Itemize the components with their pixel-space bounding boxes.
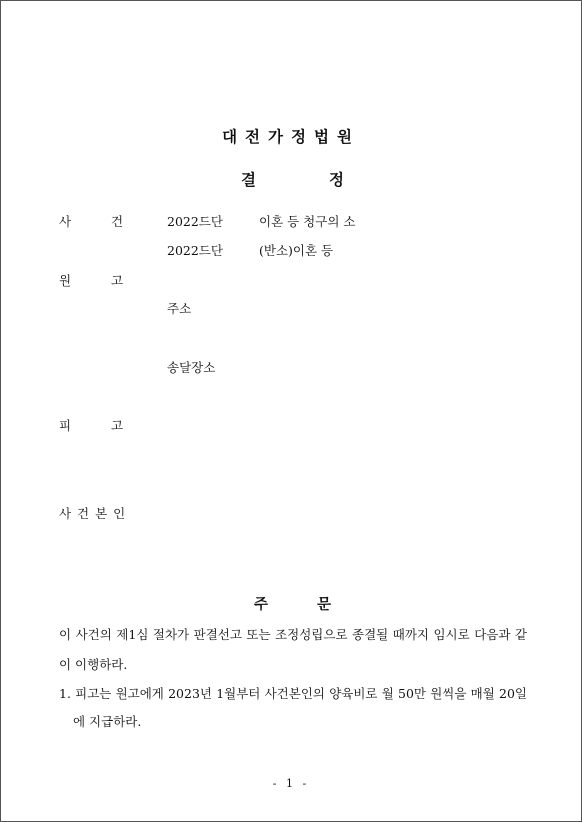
- case-label-1: 사: [59, 214, 72, 229]
- case-number: 2022드단: [167, 214, 223, 229]
- plaintiff-address-label: 주소: [167, 301, 192, 316]
- case-label-2: 건: [111, 214, 124, 229]
- order-item-1-line-1: 1. 피고는 원고에게 2023년 1월부터 사건본인의 양육비로 월 50만 원씩을 매월 20일: [59, 686, 527, 701]
- plaintiff-label-2: 고: [111, 273, 124, 288]
- counterclaim-number: 2022드단: [167, 243, 223, 258]
- document-title-left: 결: [241, 171, 256, 189]
- order-heading-left: 주: [254, 597, 269, 613]
- principal-label: 사 건 본 인: [59, 506, 127, 521]
- document-title-right: 정: [329, 171, 344, 189]
- page-number: - 1 -: [272, 777, 310, 790]
- order-intro-line-2: 이 이행하라.: [59, 657, 128, 672]
- order-heading-right: 문: [317, 597, 332, 613]
- defendant-label-2: 고: [111, 418, 124, 433]
- plaintiff-label-1: 원: [59, 273, 72, 288]
- counterclaim-title: (반소)이혼 등: [259, 243, 334, 258]
- court-name: 대전가정법원: [222, 128, 360, 146]
- order-intro-line-1: 이 사건의 제1심 절차가 판결선고 또는 조정성립으로 종결될 때까지 임시로 다음과 같: [59, 627, 527, 642]
- defendant-label-1: 피: [59, 418, 72, 433]
- plaintiff-delivery-label: 송달장소: [167, 360, 216, 375]
- order-item-1-line-2: 에 지급하라.: [73, 714, 142, 729]
- case-title: 이혼 등 청구의 소: [259, 214, 356, 229]
